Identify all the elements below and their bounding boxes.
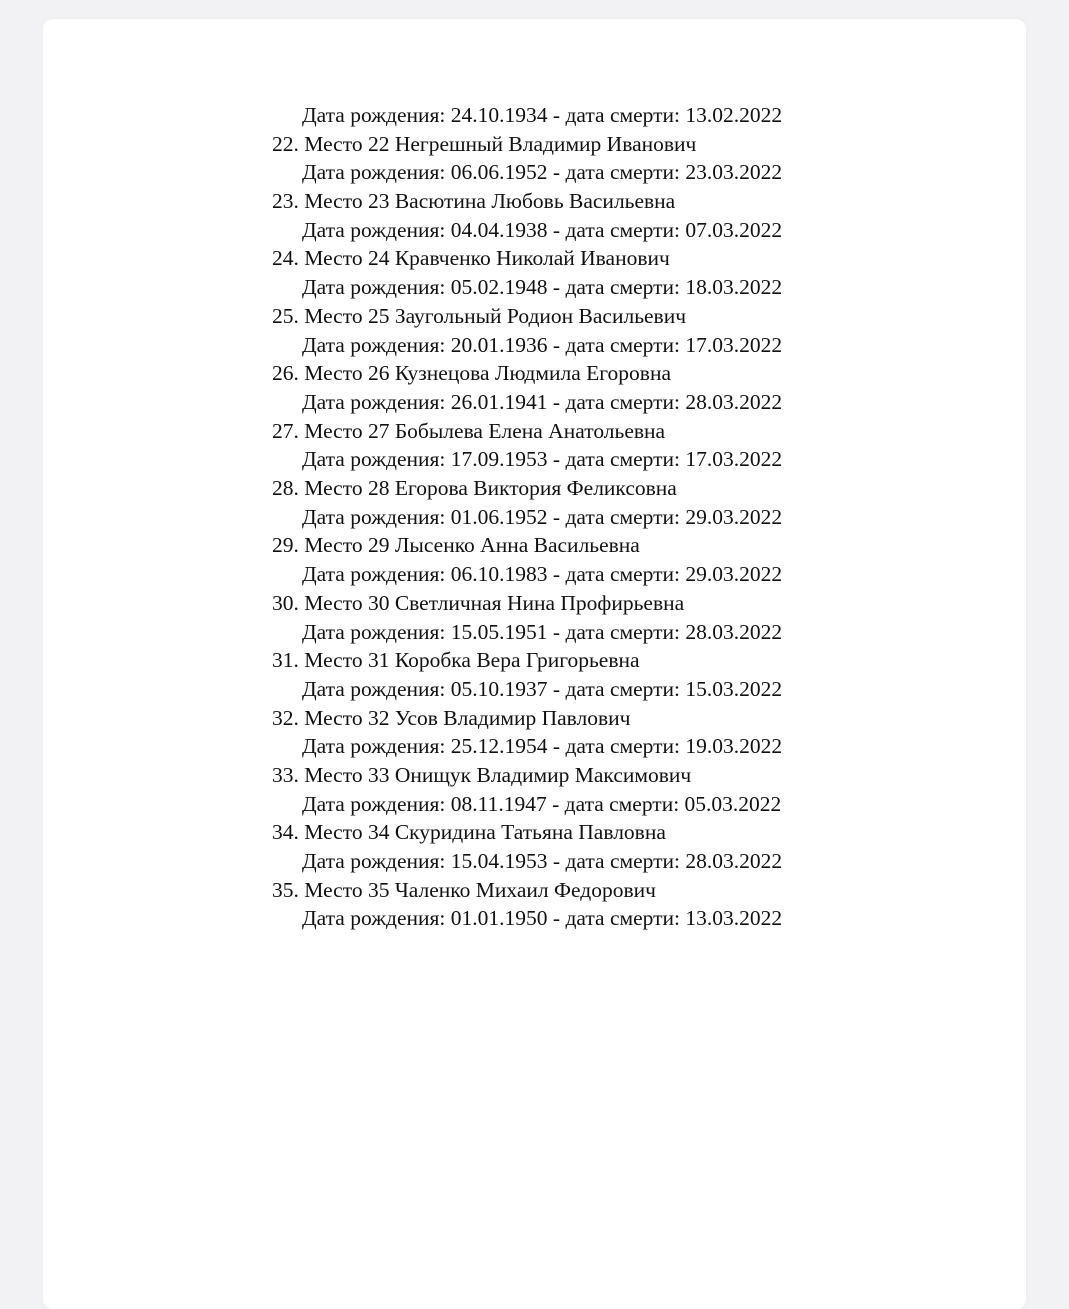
burial-list — [272, 101, 972, 933]
entry-head: 27. Место 27 Бобылева Елена Анатольевна — [272, 418, 666, 443]
entry-dates: Дата рождения: 15.04.1953 - дата смерти: 28.03.2022 — [302, 849, 783, 874]
list-item — [272, 417, 972, 474]
list-item — [272, 101, 972, 130]
entry-dates: Дата рождения: 26.01.1941 - дата смерти: 28.03.2022 — [302, 389, 783, 414]
entry-dates: Дата рождения: 01.06.1952 - дата смерти: 29.03.2022 — [302, 504, 783, 529]
list-item — [272, 187, 972, 244]
entry-dates: Дата рождения: 20.01.1936 - дата смерти: 17.03.2022 — [302, 332, 783, 357]
entry-dates: Дата рождения: 05.10.1937 - дата смерти: 15.03.2022 — [302, 676, 783, 701]
list-item — [272, 359, 972, 416]
list-item — [272, 818, 972, 875]
document-page — [43, 19, 1026, 1309]
list-item — [272, 130, 972, 187]
list-item — [272, 531, 972, 588]
entry-dates: Дата рождения: 25.12.1954 - дата смерти: 19.03.2022 — [302, 734, 783, 759]
entry-head: 28. Место 28 Егорова Виктория Феликсовна — [272, 476, 677, 501]
entry-head: 32. Место 32 Усов Владимир Павлович — [272, 705, 631, 730]
entry-head: 25. Место 25 Заугольный Родион Васильевич — [272, 303, 687, 328]
entry-dates: Дата рождения: 06.06.1952 - дата смерти: 23.03.2022 — [302, 160, 783, 185]
list-item — [272, 474, 972, 531]
list-item — [272, 646, 972, 703]
entry-dates: Дата рождения: 06.10.1983 - дата смерти: 29.03.2022 — [302, 562, 783, 587]
entry-head: 24. Место 24 Кравченко Николай Иванович — [272, 246, 670, 271]
entry-dates: Дата рождения: 04.04.1938 - дата смерти: 07.03.2022 — [302, 217, 783, 242]
entry-head: 26. Место 26 Кузнецова Людмила Егоровна — [272, 361, 671, 386]
entry-dates: Дата рождения: 05.02.1948 - дата смерти: 18.03.2022 — [302, 275, 783, 300]
entry-head: 33. Место 33 Онищук Владимир Максимович — [272, 762, 692, 787]
entry-head: 34. Место 34 Скуридина Татьяна Павловна — [272, 820, 666, 845]
entry-head: 22. Место 22 Негрешный Владимир Иванович — [272, 131, 697, 156]
entry-dates: Дата рождения: 01.01.1950 - дата смерти: 13.03.2022 — [302, 906, 783, 931]
list-item — [272, 302, 972, 359]
list-item — [272, 876, 972, 933]
entry-dates: Дата рождения: 24.10.1934 - дата смерти: 13.02.2022 — [302, 103, 783, 127]
entry-head: 31. Место 31 Коробка Вера Григорьевна — [272, 648, 640, 673]
entry-head: 35. Место 35 Чаленко Михаил Федорович — [272, 877, 656, 902]
entry-head: 23. Место 23 Васютина Любовь Васильевна — [272, 189, 676, 214]
entry-dates: Дата рождения: 08.11.1947 - дата смерти: 05.03.2022 — [302, 791, 782, 816]
list-item — [272, 704, 972, 761]
entry-head: 29. Место 29 Лысенко Анна Васильевна — [272, 533, 640, 558]
entry-dates: Дата рождения: 15.05.1951 - дата смерти: 28.03.2022 — [302, 619, 783, 644]
entry-head: 30. Место 30 Светличная Нина Профирьевна — [272, 590, 685, 615]
list-item — [272, 761, 972, 818]
list-item — [272, 589, 972, 646]
list-item — [272, 244, 972, 301]
entry-dates: Дата рождения: 17.09.1953 - дата смерти: 17.03.2022 — [302, 447, 783, 472]
